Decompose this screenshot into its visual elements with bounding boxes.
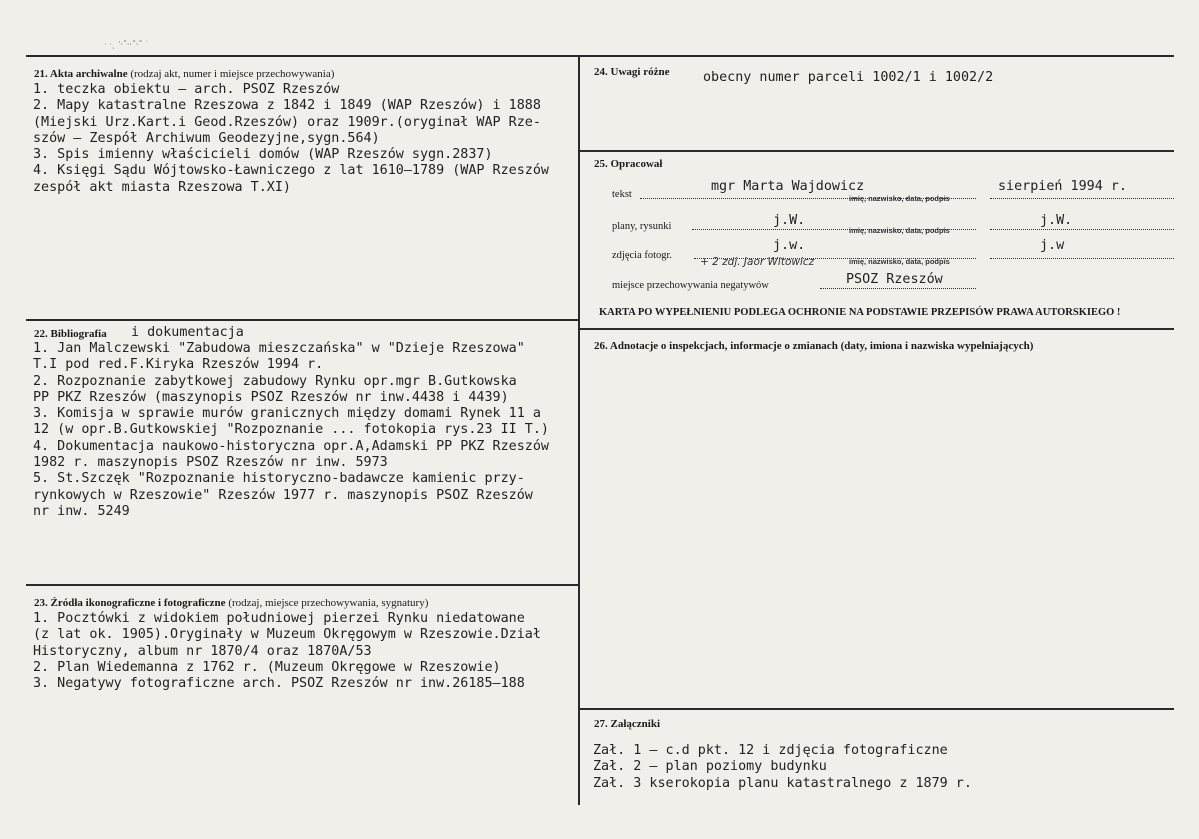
s23-subtitle: (rodzaj, miejsce przechowywania, sygnatury)	[228, 597, 429, 609]
column-divider	[578, 55, 580, 805]
s26-bottom-rule	[579, 708, 1174, 710]
s22-line: 5. St.Szczęk "Rozpoznanie historyczno-badawcze kamienic przy-	[33, 471, 525, 487]
s21-bottom-rule	[26, 319, 579, 321]
s22-line: 2. Rozpoznanie zabytkowej zabudowy Rynku opr.mgr B.Gutkowska	[33, 373, 517, 389]
scan-smudge: · ·ˎ ‘˒˚˒˒˚˒˚ ˙	[104, 40, 150, 49]
s25-row-label-tekst: tekst	[612, 189, 632, 200]
s27-line: Zał. 2 – plan poziomy budynku	[593, 759, 827, 775]
s25-row-dots-right	[990, 258, 1174, 259]
s25-caption: imię, nazwisko, data, podpis	[849, 226, 950, 235]
s25-handwritten-note: + 2 zdj. Jaor Witowicz	[700, 256, 815, 268]
s21-title: 21. Akta archiwalne	[34, 68, 128, 80]
s24-bottom-rule	[579, 150, 1174, 152]
s22-line: T.I pod red.F.Kiryka Rzeszów 1994 r.	[33, 357, 324, 373]
s25-heading	[594, 158, 662, 170]
s25-row-label-plany: plany, rysunki	[612, 221, 672, 232]
s25-storage-value: PSOZ Rzeszów	[846, 272, 943, 287]
s25-plany-author: j.W.	[773, 213, 806, 228]
s24-text: obecny numer parceli 1002/1 i 1002/2	[703, 70, 994, 85]
s22-heading	[34, 328, 107, 340]
s22-text	[33, 341, 549, 520]
s22-line: nr inw. 5249	[33, 503, 130, 519]
s23-heading	[34, 597, 428, 609]
s25-zdjecia-date: j.w	[1040, 238, 1065, 253]
s25-caption: imię, nazwisko, data, podpis	[849, 257, 950, 266]
s21-line: szów – Zespół Archiwum Geodezyjne,sygn.564)	[33, 130, 380, 146]
top-rule	[26, 55, 1174, 57]
s25-bottom-rule	[579, 328, 1174, 330]
s25-caption: imię, nazwisko, data, podpis	[849, 194, 950, 203]
s25-row-dots-right	[990, 198, 1174, 199]
s25-row-label-zdjecia: zdjęcia fotogr.	[612, 250, 673, 261]
s23-text	[33, 611, 541, 692]
s22-bottom-rule	[26, 584, 579, 586]
s27-text	[593, 743, 972, 792]
s26-title: 26. Adnotacje o inspekcjach, informacje o zmianach	[594, 340, 838, 352]
s25-tekst-author: mgr Marta Wajdowicz	[711, 179, 865, 194]
s23-line: 1. Pocztówki z widokiem południowej pierzei Rynku niedatowane	[33, 611, 525, 626]
s21-line: 2. Mapy katastralne Rzeszowa z 1842 i 1849 (WAP Rzeszów) i 1888	[33, 98, 541, 114]
s21-line: 3. Spis imienny właścicieli domów (WAP Rzeszów sygn.2837)	[33, 147, 493, 163]
s22-line: 4. Dokumentacja naukowo-historyczna opr.A,Adamski PP PKZ Rzeszów	[33, 438, 549, 454]
s22-line: 12 (w opr.B.Gutkowskiej "Rozpoznanie ... fotokopia rys.23 II T.)	[33, 422, 549, 438]
s22-line: 1982 r. maszynopis PSOZ Rzeszów nr inw. 5973	[33, 455, 388, 471]
s24-title: 24. Uwagi różne	[594, 66, 670, 78]
s25-storage-dots	[820, 288, 976, 289]
s25-zdjecia-author: j.w.	[773, 238, 806, 253]
s25-copyright-notice: KARTA PO WYPEŁNIENIU PODLEGA OCHRONIE NA PODSTAWIE PRZEPISÓW PRAWA AUTORSKIEGO !	[599, 307, 1121, 318]
s25-title: 25. Opracował	[594, 158, 663, 170]
s25-plany-date: j.W.	[1040, 213, 1073, 228]
s23-title: 23. Źródła ikonograficzne i fotograficzne	[34, 597, 226, 609]
s23-line: 3. Negatywy fotograficzne arch. PSOZ Rzeszów nr inw.26185–188	[33, 676, 525, 692]
s23-line: (z lat ok. 1905).Oryginały w Muzeum Okręgowym w Rzeszowie.Dział	[33, 627, 541, 643]
s22-line: 1. Jan Malczewski "Zabudowa mieszczańska" w "Dzieje Rzeszowa"	[33, 341, 525, 356]
s21-line: 1. teczka obiektu – arch. PSOZ Rzeszów	[33, 82, 340, 97]
s21-heading	[34, 68, 334, 80]
s26-subtitle: (daty, imiona i nazwiska wypełniających)	[840, 340, 1034, 352]
s25-row-dots-right	[990, 229, 1174, 230]
s21-line: (Miejski Urz.Kart.i Geod.Rzeszów) oraz 1909r.(oryginał WAP Rze-	[33, 114, 541, 130]
s21-subtitle: (rodzaj akt, numer i miejsce przechowywania)	[130, 68, 335, 80]
s22-line: PP PKZ Rzeszów (maszynopis PSOZ Rzeszów nr inw.4438 i 4439)	[33, 389, 509, 405]
s22-subtitle-typed: i dokumentacja	[131, 325, 244, 340]
s25-storage-label: miejsce przechowywania negatywów	[612, 280, 769, 291]
s24-heading	[594, 66, 669, 78]
s27-line: Zał. 3 kserokopia planu katastralnego z 1879 r.	[593, 775, 972, 791]
s21-line: 4. Księgi Sądu Wójtowsko-Ławniczego z lat 1610–1789 (WAP Rzeszów	[33, 163, 549, 179]
s23-line: Historyczny, album nr 1870/4 oraz 1870A/53	[33, 643, 372, 659]
s26-heading	[594, 340, 1033, 352]
s22-title: 22. Bibliografia	[34, 328, 107, 340]
s21-text	[33, 82, 549, 196]
s22-line: 3. Komisja w sprawie murów granicznych między domami Rynek 11 a	[33, 406, 541, 422]
s22-line: rynkowych w Rzeszowie" Rzeszów 1977 r. maszynopis PSOZ Rzeszów	[33, 487, 533, 503]
s27-line: Zał. 1 – c.d pkt. 12 i zdjęcia fotograficzne	[593, 743, 948, 758]
s21-line: zespół akt miasta Rzeszowa T.XI)	[33, 179, 291, 195]
s27-heading	[594, 718, 660, 730]
s27-title: 27. Załączniki	[594, 718, 661, 730]
s25-tekst-date: sierpień 1994 r.	[998, 179, 1127, 194]
s23-line: 2. Plan Wiedemanna z 1762 r. (Muzeum Okręgowe w Rzeszowie)	[33, 659, 501, 675]
